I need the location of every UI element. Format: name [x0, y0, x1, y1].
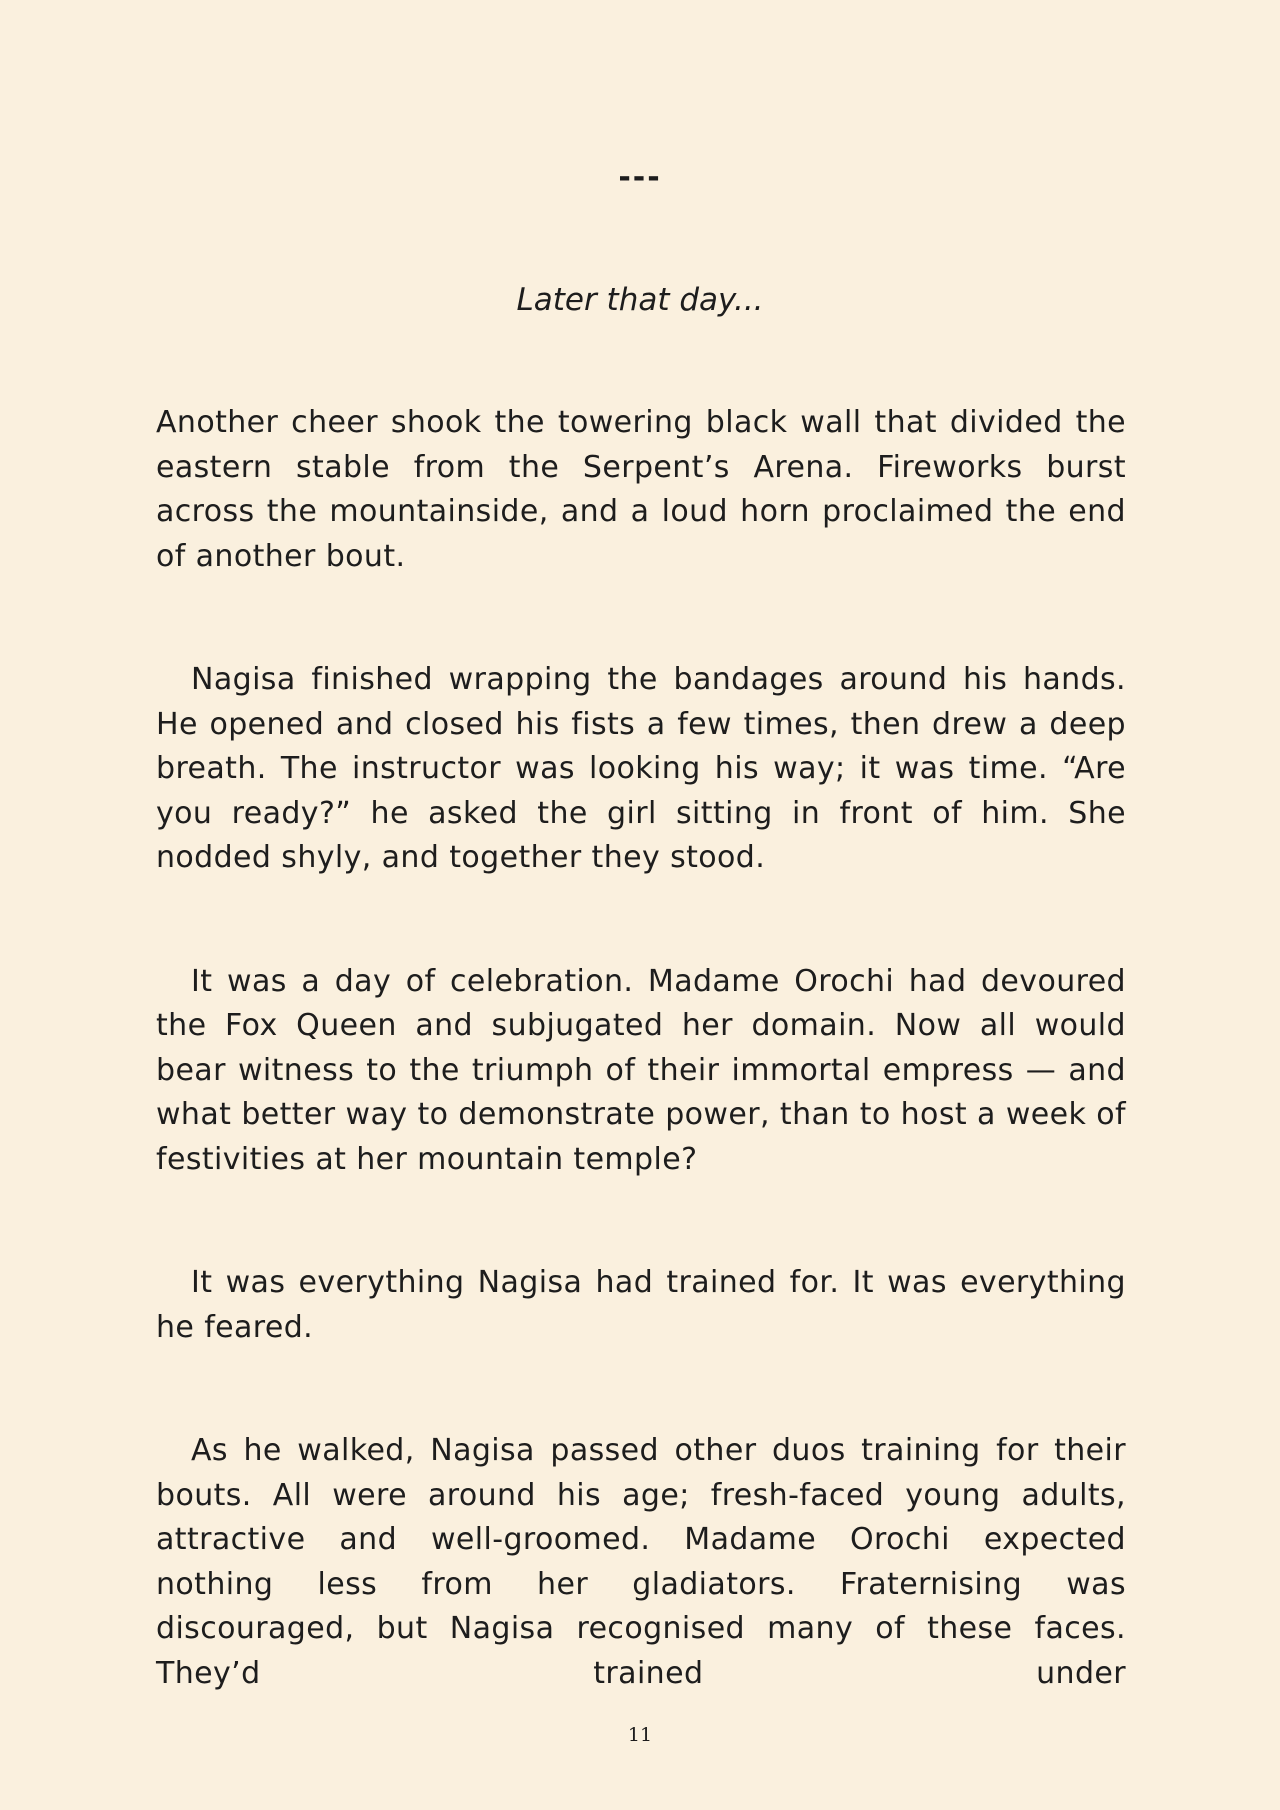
paragraph: As he walked, Nagisa passed other duos training for their bouts. All were around his age; fresh-faced young adults, attractive and well-groomed. Madame Orochi expected nothing less from her gladiators. Fraternising was discouraged, but Nagisa recognised many of these faces. They’d trained under — [156, 1433, 1126, 1691]
body-text — [156, 401, 1126, 1696]
page-number: 11 — [627, 1724, 653, 1746]
paragraph: Another cheer shook the towering black wall that divided the eastern stable from the Serpent’s Arena. Fireworks burst across the mountainside, and a loud horn proclaimed the end of another bout. — [156, 405, 1126, 574]
paragraph: It was everything Nagisa had trained for. It was everything he feared. — [156, 1265, 1126, 1345]
paragraph: It was a day of celebration. Madame Orochi had devoured the Fox Queen and subjugated her domain. Now all would bear witness to the triumph of their immortal empress — and what better way to demonstrate power, than to host a week of festivities at her mountain temple? — [156, 963, 1126, 1177]
paragraph: Nagisa finished wrapping the bandages around his hands. He opened and closed his fists a few times, then drew a deep breath. The instructor was looking his way; it was time. “Are you ready?” he asked the girl sitting in front of him. She nodded shyly, and together they stood. — [156, 662, 1126, 875]
section-separator: --- — [618, 160, 662, 195]
scene-heading: Later that day... — [516, 282, 764, 318]
